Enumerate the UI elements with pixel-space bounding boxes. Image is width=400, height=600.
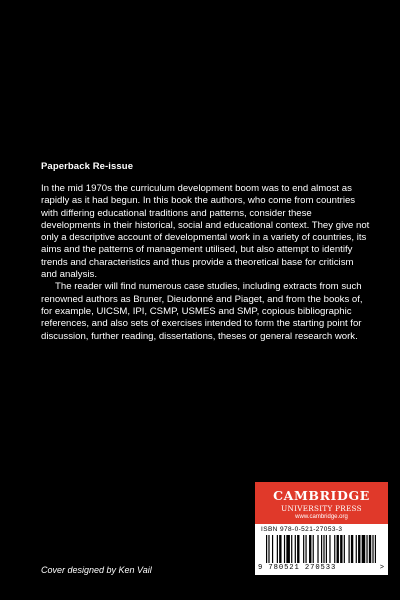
barcode-bar (358, 535, 360, 563)
barcode-bar (291, 535, 292, 563)
barcode-bar (362, 535, 366, 563)
barcode-bar (317, 535, 318, 563)
barcode-bars-icon (266, 535, 376, 563)
blurb-text (41, 183, 371, 343)
barcode-bar (268, 535, 269, 563)
barcode-bar (297, 535, 299, 563)
barcode-bar (309, 535, 311, 563)
barcode-bar (295, 535, 296, 563)
barcode-bar (313, 535, 314, 563)
publisher-name: CAMBRIDGE (273, 488, 370, 503)
barcode-bar (344, 535, 345, 563)
publisher-subtitle: UNIVERSITY PRESS (281, 504, 362, 513)
barcode-bar (372, 535, 373, 563)
barcode-bar (305, 535, 306, 563)
barcode-bar (340, 535, 342, 563)
barcode-bar (277, 535, 278, 563)
barcode-bar (375, 535, 376, 563)
isbn-label: ISBN 978-0-521-27053-3 (261, 526, 343, 533)
barcode-bar (272, 535, 273, 563)
barcode-bar (356, 535, 357, 563)
barcode-bar (266, 535, 267, 563)
cover-design-credit: Cover designed by Ken Vail (41, 565, 152, 575)
barcode-bar (337, 535, 339, 563)
barcode-bar (329, 535, 330, 563)
publisher-logo-block (255, 482, 388, 575)
barcode-bar (279, 535, 281, 563)
barcode-bar (369, 535, 371, 563)
barcode-bar (349, 535, 350, 563)
barcode-bar (351, 535, 353, 563)
reissue-heading: Paperback Re-issue (41, 161, 134, 172)
blurb-paragraph-2: The reader will find numerous case studies, including extracts from such renowned authors as Bruner, Dieudonné and Piaget, and from the books of, for example, UICSM, IPI, CSMP, USMES and SMP, copious bibliographic references, and also sets of exercises intended to form the starting point for discussion, further reading, dissertations, theses or general research work. (41, 281, 363, 342)
barcode-bar (326, 535, 327, 563)
barcode-bar (334, 535, 335, 563)
publisher-url: www.cambridge.org (295, 514, 348, 520)
barcode-bar (366, 535, 367, 563)
isbn-barcode (255, 524, 388, 575)
barcode-bar (321, 535, 322, 563)
barcode-bar (323, 535, 324, 563)
ean-digits: 9 780521 270533 (258, 564, 337, 572)
blurb-paragraph-1: In the mid 1970s the curriculum development boom was to end almost as rapidly as it had begun. In this book the authors, who come from countries with differing educational traditions and patterns, consider these developments in their historical, social and educational context. They give not only a descriptive account of developmental work in a variety of countries, its aims and the patterns of management utilised, but also attempt to identify trends and characteristics and thus provide a theoretical base for criticism and analysis. (41, 183, 370, 281)
barcode-bar (284, 535, 285, 563)
ean-arrow: > (379, 564, 384, 571)
barcode-bar (286, 535, 290, 563)
barcode-bar (303, 535, 304, 563)
